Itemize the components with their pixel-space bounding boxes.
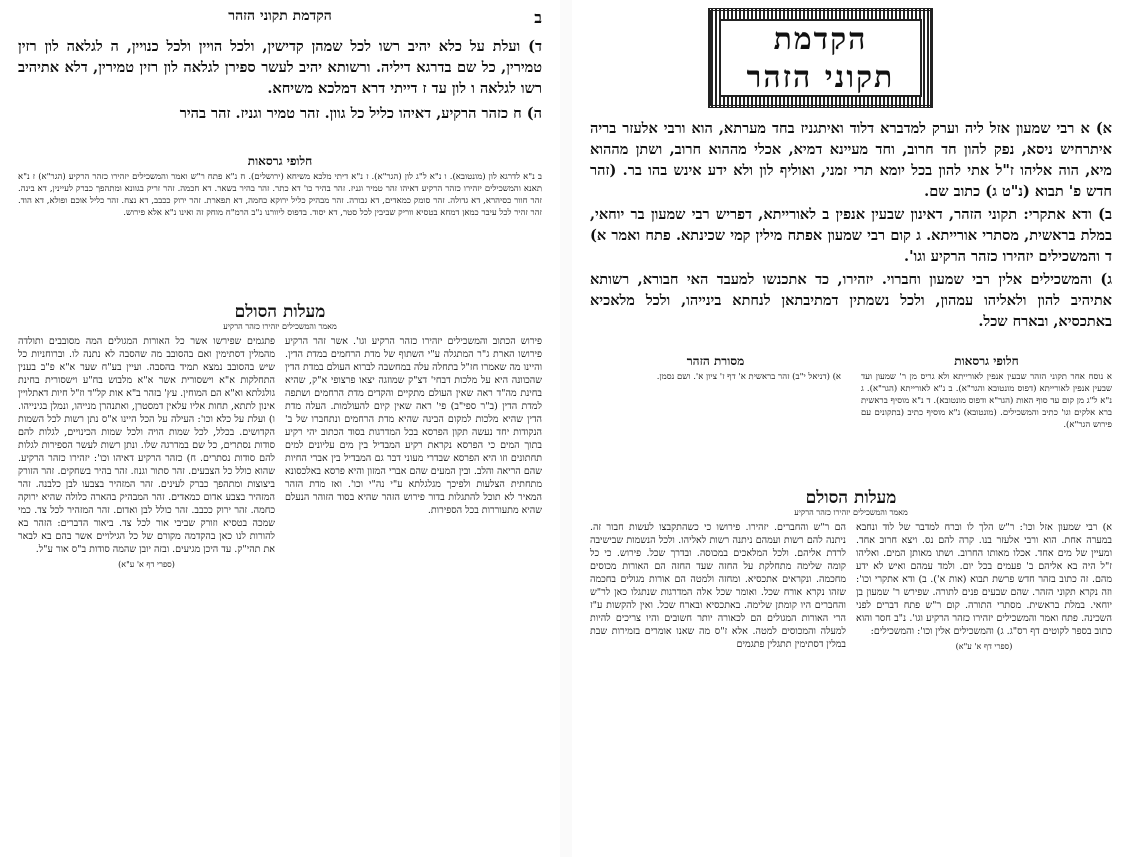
sulam-columns <box>590 521 1112 653</box>
masoret-text: א) (דניאל י"ב) זהר בראשית א' דף ז' ציון א'. ושם נסמן. <box>656 372 841 382</box>
title-inner <box>719 19 922 97</box>
header-title: הקדמת תקוני הזהר <box>228 8 332 24</box>
masoret-block <box>590 350 841 431</box>
sulam-footer: (ספרי דף א' ע"א) <box>118 560 175 569</box>
page-header <box>18 8 542 30</box>
right-page <box>572 0 1130 857</box>
sulam-section <box>18 302 542 571</box>
main-text <box>590 118 1112 332</box>
notes-section <box>590 350 1112 431</box>
sulam-column-left-text: פתגמים שפירשו אשר כל האורות המגולים המה מסובבים ותולדה מהמלין דסתימין ואם בהסובב מה שהסבה לא נתנה לו. וברוחניות כל שיש בהסובב נמצא תמיד בהסבה. ועיין בע"ח שער א"א פ"ב בענין התחלקות א"א וישסורית אשר א"א מלבוש בח"ע וישסורית בחינת גולגלתא וא"א הם המוחין. עץ' בזהר ב"א אות קל"ד וז"ל חיות דאתלויין אינון לתתא, תחות אליו עלאין דמסטרן, ואתנהרן מנייהו, ונמלן בגינייהו. ו) ועלת על כלא וכו': העילה על הכל היינו א"ס נתן רשות לכל השמות הקדושים. בכלל, לכל שמות הויה ולכל שמות הכינויים, לגלות להם סודות נסתרים, כל שם במדרגה שלו. ונתן רשות לעשר הספירות לגלות להם סודות נסתרים. ח) כזהר הרקיע דאיהו וכו': יזהירו כזהר הרקיע. שהוא כולל כל הצבעים. זהר סתור וגנוז. זהר בהיר בשחקים. זהר הזורק ביצוצות ומתהפך כברק לעינים. זהר המזהיר בצבעו לבן כלבנה. זהר המזהיר בצבע אדום כמאדים. זהר המבהיק בהארה כלולה שהיא ירוקה כחמה. זהר ירוק ככבב. זהר כולל לבן ואדום. זהר המזהיר לכל צד. כמי שמכה בטסיא וזורק שביבי אור לכל צד. ביאור הדברים: הזהר בא להורות לנו כאן בהקדמה מקורם של כל הגילויים אשר בהם בא לבאר את תהי"ק. עד היכן מגיעים. ובזה יובן שהמה סודות ב"ס אור ע"ל. <box>18 336 275 555</box>
main-paragraph: ג) והמשכילים אלין רבי שמעון וחברוי. יזהירו, כד אתכנשו למעבד האי חבורא, רשותא אתיהיב להון ולאליהו עמהון, ולכל נשמתין דמתיבתאן לנחתא בינייהו, ולכל מלאכיא באתכסיא, ובארח שכל. <box>590 271 1112 330</box>
sulam-subtitle: מאמר והמשכילים יזהירו כזהר הרקיע <box>223 322 337 331</box>
sulam-column-left: הם ר"ש והחברים. יזהירו. פירושו כי כשהתקבצו לעשות חבור זה. ניתנה להם רשות ועמהם ניתנה רשות לאליהו. ולכל הנשמות שבישיבה לרדת אליהם. ולכל המלאכים במכוסה. ובדרך שכל. פירוש. כי כל קומה שלימה מתחלקת על החזה שעד החזה הם האורות מכוסים מחכמה. ונקראים אתכסיא. ומחזה ולמטה הם אורות מגולים בחכמה שזהו נקרא אורח שכל. ואומר שכל אלה המדרגות שנתגלו כאן לר"ש והחברים היו קומתן שלימה. באתכסיא ובארח שכל. ואין להקשות ע"ז הרי האורות המגולים הם לכאורה יותר חשובים והיו צריכים להיות למעלה והמכוסים למטה. אלא ז"ס מה שאנו אומרים בזמירות שבת במלין דסתימין תתגלין פתגמים <box>590 522 846 650</box>
title-line-2: תקוני הזהר <box>746 60 895 95</box>
sulam-title: מעלות הסולם <box>805 488 897 508</box>
main-text <box>18 36 542 124</box>
title-line-1: הקדמת <box>773 22 868 57</box>
variants-text: א נוסח אחר תקוני הזהר שבעין אנפין לאורייתא ולא גריס מן ר' שמעון ועד שבעין אנפין לאורייתא (דפוס מונטובא והגר"א). ב נ"א לאורייתא (הגר"א). ג נ"א ל"ג מן קום עד סוף האות (הגר"א ודפוס מונטובא). ד נ"א מוסיף בראשית ברא אלקים וגו' כתיב והמשכילים. (מונטובא) נ"א מוסיף כתיב (בתקונים עם פירוש הגר"א). <box>861 372 1112 430</box>
sulam-footer: (ספרי דף א' ע"א) <box>955 642 1013 651</box>
main-paragraph: ב) ודא אתקרי: תקוני הזהר, דאינון שבעין אנפין ב לאורייתא, דפריש רבי שמעון בר יוחאי, במלת בראשית, מסתרי אורייתא. ג קום רבי שמעון אפתח מילין קמי שכינתא. פתח ואמר א) ד והמשכילים יזהירו כזהר הרקיע וגו'. <box>590 206 1112 265</box>
variants-heading: חלופי גרסאות <box>247 154 313 168</box>
sulam-title: מעלות הסולם <box>234 302 326 322</box>
sulam-column-right: פירוש הכתוב והמשכילים יזהירו כזהר הרקיע וגו'. אשר זהר הרקיע פירושו הארת ג"ר המתגלה ע"י השתוף של מדת הרחמים במדת הדין. והיינו מה שאמרו חז"ל בתחלה עלה במחשבה לברוא העולם במדת הדין שהכוונה היא על מלכות דבחי' דצ"ק שמוזגה יצאו פרצופי א"ק, שהיא בחינת מה"ד ראה שאין העולם מתקיים והקדים מדת הרחמים ושתפה למדת הדין (ב"ר ספי"ב) פי' ראה שאין קיום להעולמות. העלה מדת הדין שהיא מלכות למקום הבינה שהיא מדת הרחמים ונתחברו של ב' הנקודות יחד נעשה תקון הפרסא בכל המדרגות בסוד הכתוב יהי רקיע בתוך המים כי הפרסא נקראת רקיע המבדיל בין מים עליונים למים תחתונים וזו היא הפרסא שבדרי מעוני דבר גם המבדיל בין אברי החיות שהם הריאה והלב. ובין המעים שהם אברי המזון והיא פרסא באלכסונא מתחתית הצלעות ולפיכך מגלגלתא ע"י נה"י וכו'. ואז מדת הזהר המאיר לא תוכל להתגלות בדור פירוש הזהר שהיא בסוד הזוהר הנעלם שהיא מתעוררות בכל הספירות. <box>285 336 542 516</box>
sulam-section <box>590 488 1112 653</box>
title-frame <box>708 8 933 108</box>
main-paragraph: ד) ועלת על כלא יהיב רשו לכל שמהן קדישין, ולכל הויין ולכל כנויין, ה לגלאה לון רזין טמירין, כל שם בדרגא דיליה. ורשותא יהיב לעשר ספירן לגלאה לון רזין טמירין, דלא אתיהיב רשו לגלאה ו לון עד ז דייתי דרא דמלכא משיחא. <box>18 38 542 97</box>
masoret-heading: מסורת הזהר <box>686 354 745 368</box>
sulam-column-right-text: א) רבי שמעון אזל וכו': ר"ש הלך לו וברח למדבר של לוד ונחבא במערה אחת. הוא ורבי אלעזר בנו. קרה להם נס. ויצא חרוב אחד. ומעיין של מים אחד. אכלו מאותו החרוב. ושתו מאותן המים. ואליהו ז"ל היה בא אליהם ב' פעמים בכל יום. ולמד עמהם ואיש לא ידע מהם. זה כתוב בזהר חדש פרשת תבוא (אות א'). ב) ודא אתקרי וכו': וזה נקרא תקוני הזהר. שהם שבעים פנים לתורה. שפירש ר' שמעון בן יוחאי. במלת בראשית. מסתרי התורה. קום ר"ש פתח דברים לפני השכינה. פתח ואמר והמשכילים יזהירו כזהר הרקיע וגו'. נ"ב חסר והוא כתוב בספר לקוטים דף רס"ג. ג) והמשכילים אלין וכו': והמשכילים: <box>856 522 1112 637</box>
variants-text: ב נ"א לדרגא לון (מונטובא). ו נ"א ל"ג לון (הגר"א). ז נ"א דיתי מלכא משיחא (ירושלים). ח נ"א פתח ר"ש ואמר והמשכילים יזהירו כזהר הרקיע (הגר"א) ז נ"א תאנא והמשכילים יזהירו כזהר הרקיע דאיהו זהר טמיר וגניז. זהר בהיר כו' דא כתר. זהר בהיר בשאר. דא חכמה. זהר זריק בגוונא ומתהפך כברק לעיינין, דא בינה. זהר חוור כסיהרא, דא גדולה. זהר סומק כמאדים, דא גבורה. זהר מבהיק כליל ירוקא כחמה, דא תפארת. זהר ירוק ככבב, דא נצח. זהר כליל אוכם ופולא, דא הוד. זהר זהיר לכל עיבר כמאן דמחא בטסיא ווריק שביבין לכל סטר, דא יסוד. בדפוס ליוורנו נ"ב הרמ"ח מוחק זה ואינו נ"א אלא פירוש. <box>18 172 542 218</box>
main-paragraph: ה) ח כזהר הרקיע, דאיהו כליל כל גוון. זהר טמיר וגניז. זהר בהיר <box>179 105 542 122</box>
page-letter: ב <box>534 8 542 27</box>
page-gutter <box>560 0 572 857</box>
sulam-subtitle: מאמר והמשכילים יזהירו כזהר הרקיע <box>794 508 908 517</box>
variants-block <box>861 350 1112 431</box>
variants-section <box>18 150 542 219</box>
main-paragraph: א) א רבי שמעון אזל ליה וערק למדברא דלוד ואיתגניז בחד מערתא, הוא ורבי אלעזר בריה איתרחיש ניסא, נפק להון חד חרוב, וחד מעיינא דמיא, אכלי מההוא חרוב, ושתן מההוא מיא, הוה אליהו ז"ל אתי להון בכל יומא תרי זמני, ואוליף לון ולא ידע אינש בהו בר. (זהר חדש פ' תבוא (נ"ט ג) כתוב שם. <box>590 120 1112 200</box>
sulam-column-right <box>856 521 1112 653</box>
variants-heading: חלופי גרסאות <box>954 354 1019 368</box>
sulam-columns <box>18 335 542 571</box>
sulam-column-left <box>18 335 275 571</box>
left-page <box>0 0 560 857</box>
